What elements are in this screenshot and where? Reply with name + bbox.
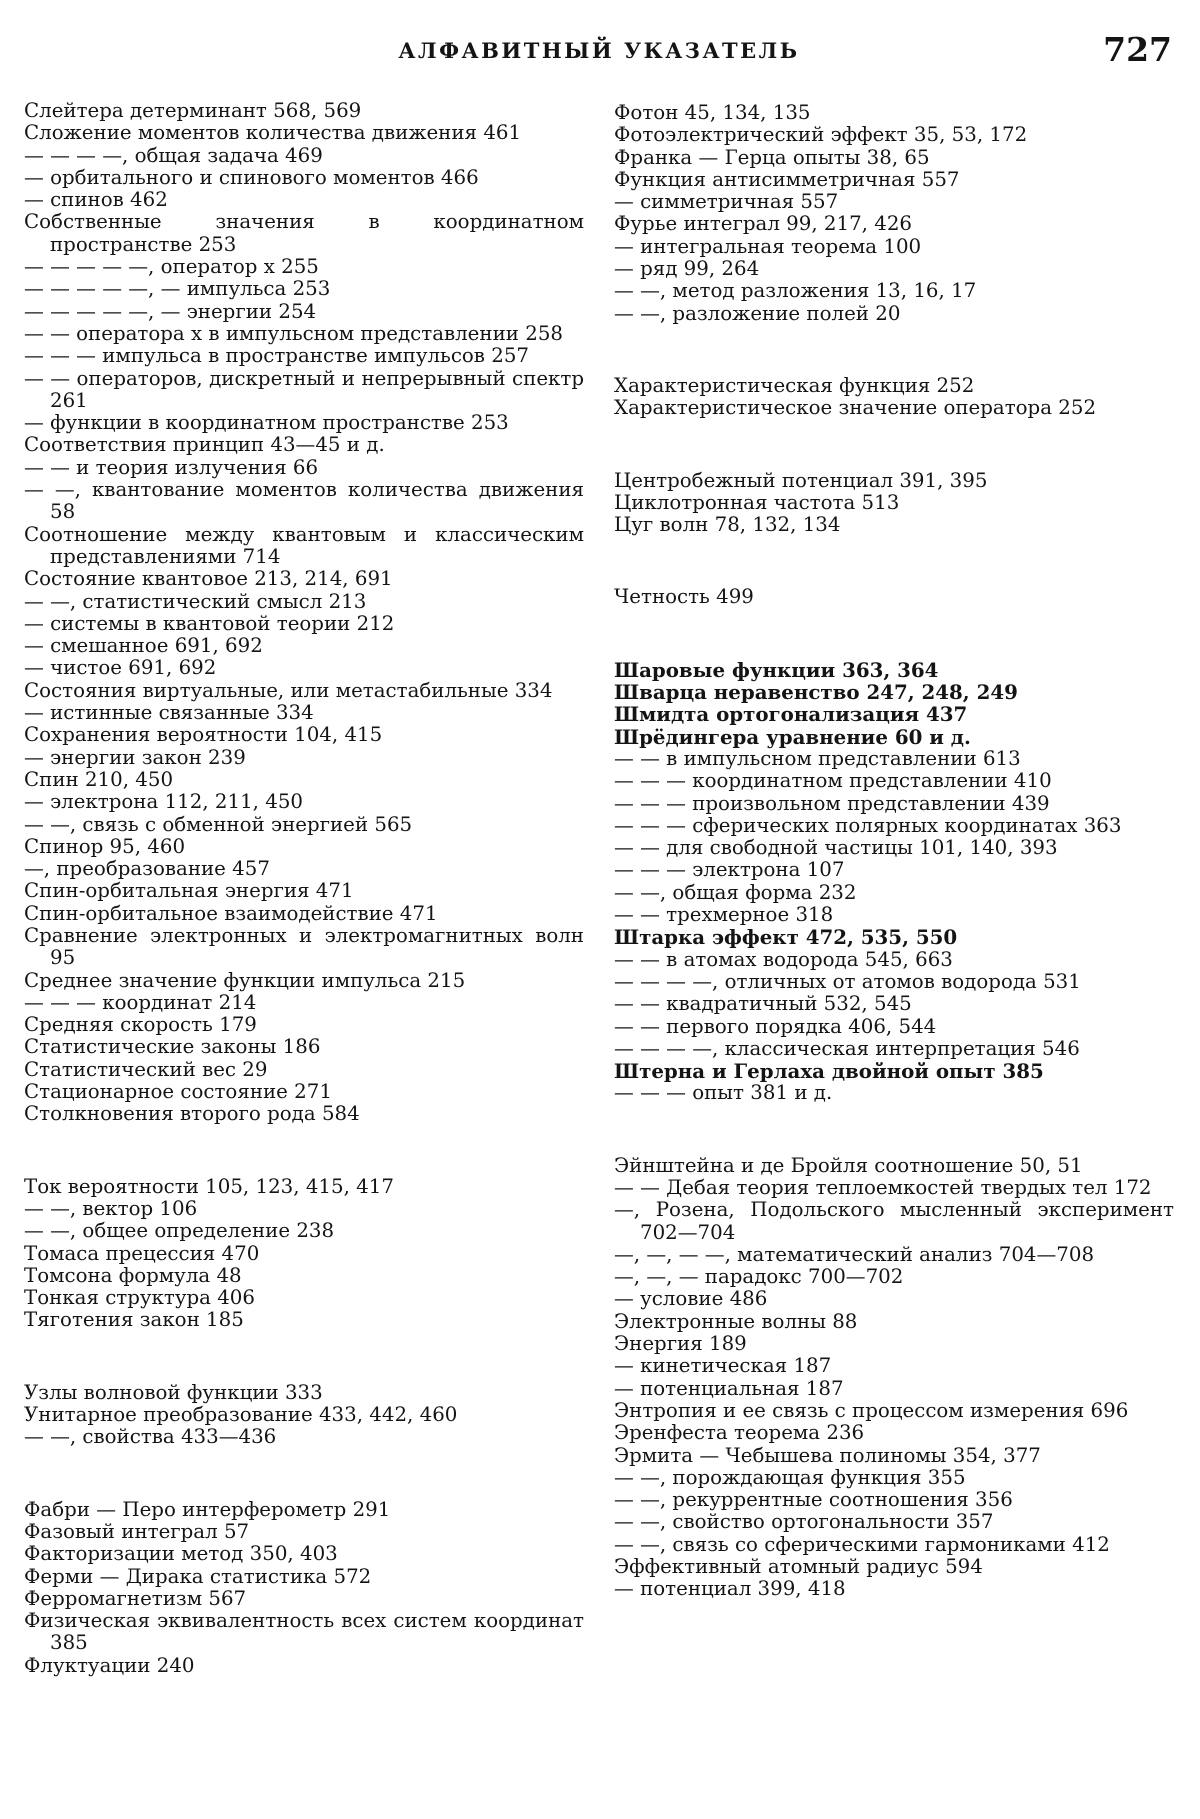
index-entry: — — в импульсном представлении 613 bbox=[614, 746, 1021, 770]
index-entry: Статистические законы 186 bbox=[24, 1035, 321, 1059]
index-entry: — — — —, отличных от атомов водорода 531 bbox=[614, 969, 1081, 993]
index-entry: Шмидта ортогонализация 437 bbox=[614, 702, 968, 727]
index-entry: Шрёдингера уравнение 60 и д. bbox=[614, 724, 971, 749]
index-entry: — — — электрона 107 bbox=[614, 858, 845, 882]
index-entry: Штерна и Герлаха двойной опыт 385 bbox=[614, 1059, 1044, 1084]
index-entry: Сложение моментов количества движения 461 bbox=[24, 121, 522, 145]
index-entry: — — в атомах водорода 545, 663 bbox=[614, 947, 953, 971]
index-entry: — симметричная 557 bbox=[614, 190, 839, 214]
index-entry: — — — координат 214 bbox=[24, 990, 257, 1014]
index-entry: — — — импульса в пространстве импульсов 257 bbox=[24, 344, 529, 368]
index-entry: Ферми — Дирака статистика 572 bbox=[24, 1564, 372, 1588]
index-entry: — орбитального и спинового моментов 466 bbox=[24, 165, 479, 189]
index-entry: — электрона 112, 211, 450 bbox=[24, 790, 303, 814]
index-entry: Эренфеста теорема 236 bbox=[614, 1421, 865, 1445]
index-entry: — ряд 99, 264 bbox=[614, 257, 760, 281]
index-entry: —, —, — парадокс 700—702 bbox=[614, 1265, 904, 1289]
index-entry: Цуг волн 78, 132, 134 bbox=[614, 513, 841, 537]
page-header bbox=[24, 30, 1174, 100]
index-entry: — — первого порядка 406, 544 bbox=[614, 1014, 937, 1038]
index-entry: Среднее значение функции импульса 215 bbox=[24, 968, 466, 992]
index-entry: — —, связь с обменной энергией 565 bbox=[24, 812, 413, 836]
index-entry: Столкновения второго рода 584 bbox=[24, 1102, 360, 1126]
index-entry: Слейтера детерминант 568, 569 bbox=[24, 99, 362, 122]
index-entry: — условие 486 bbox=[614, 1287, 768, 1311]
index-entry: Томсона формула 48 bbox=[24, 1263, 242, 1287]
index-group-f-cont bbox=[614, 102, 1174, 325]
index-entry: Сохранения вероятности 104, 415 bbox=[24, 723, 383, 747]
index-group-ch bbox=[614, 586, 1174, 608]
index-entry: — кинетическая 187 bbox=[614, 1354, 832, 1378]
index-group-t bbox=[24, 1176, 584, 1332]
index-entry: — — — —, общая задача 469 bbox=[24, 143, 323, 167]
index-entry: Франка — Герца опыты 38, 65 bbox=[614, 145, 930, 169]
index-entry: — потенциальная 187 bbox=[614, 1376, 844, 1400]
index-entry: — потенциал 399, 418 bbox=[614, 1577, 846, 1601]
page-number: 727 bbox=[1103, 30, 1172, 69]
index-entry: — — Дебая теория теплоемкостей твердых тел 172 bbox=[614, 1175, 1152, 1199]
index-entry: Статистический вес 29 bbox=[24, 1057, 268, 1081]
index-group-ts bbox=[614, 470, 1174, 537]
index-entry: Унитарное преобразование 433, 442, 460 bbox=[24, 1403, 458, 1427]
index-entry: Шварца неравенство 247, 248, 249 bbox=[614, 680, 1018, 705]
index-entry: — — — сферических полярных координатах 363 bbox=[614, 813, 1122, 837]
index-entry: — —, вектор 106 bbox=[24, 1196, 198, 1220]
index-entry: Штарка эффект 472, 535, 550 bbox=[614, 925, 958, 950]
index-entry: — функции в координатном пространстве 253 bbox=[24, 411, 509, 435]
index-entry: — — — произвольном представлении 439 bbox=[614, 791, 1050, 815]
index-entry: Функция антисимметричная 557 bbox=[614, 167, 960, 191]
index-entry: — — — опыт 381 и д. bbox=[614, 1081, 833, 1105]
index-entry: — — — — —, — импульса 253 bbox=[24, 277, 331, 301]
index-entry: Фабри — Перо интерферометр 291 bbox=[24, 1497, 391, 1521]
index-entry: — —, связь со сферическими гармониками 412 bbox=[614, 1532, 1110, 1556]
index-entry: Спин-орбитальное взаимодействие 471 bbox=[24, 901, 438, 925]
index-entry: — — — координатном представлении 410 bbox=[614, 769, 1052, 793]
index-entry: — чистое 691, 692 bbox=[24, 656, 217, 680]
index-entry: Электронные волны 88 bbox=[614, 1309, 858, 1333]
index-entry: Тяготения закон 185 bbox=[24, 1308, 244, 1332]
index-entry: — —, квантование моментов количества движения 58 bbox=[24, 478, 584, 524]
index-entry: Состояние квантовое 213, 214, 691 bbox=[24, 567, 393, 591]
index-entry: Спинор 95, 460 bbox=[24, 834, 186, 858]
index-entry: Циклотронная частота 513 bbox=[614, 490, 900, 514]
index-entry: Томаса прецессия 470 bbox=[24, 1241, 260, 1265]
index-entry: Спин-орбитальная энергия 471 bbox=[24, 879, 354, 903]
index-entry: — энергии закон 239 bbox=[24, 745, 246, 769]
index-entry: Фурье интеграл 99, 217, 426 bbox=[614, 212, 913, 236]
index-group-f bbox=[24, 1499, 584, 1677]
index-entry: Энтропия и ее связь с процессом измерения 696 bbox=[614, 1398, 1129, 1422]
index-entry: Флуктуации 240 bbox=[24, 1653, 195, 1677]
index-entry: Характеристическое значение оператора 252 bbox=[614, 396, 1097, 420]
index-entry: Ферромагнетизм 567 bbox=[24, 1586, 247, 1610]
right-column bbox=[614, 100, 1174, 1677]
index-entry: — —, свойства 433—436 bbox=[24, 1425, 277, 1449]
index-entry: Стационарное состояние 271 bbox=[24, 1080, 332, 1104]
index-entry: —, —, — —, математический анализ 704—708 bbox=[614, 1242, 1095, 1266]
index-entry: — —, общее определение 238 bbox=[24, 1219, 335, 1243]
index-entry: — — квадратичный 532, 545 bbox=[614, 992, 912, 1016]
index-group-e bbox=[614, 1155, 1174, 1601]
index-entry: — интегральная теорема 100 bbox=[614, 234, 922, 258]
index-entry: — — трехмерное 318 bbox=[614, 903, 834, 927]
index-entry: Шаровые функции 363, 364 bbox=[614, 657, 939, 682]
index-entry: Фазовый интеграл 57 bbox=[24, 1519, 250, 1543]
index-entry: Ток вероятности 105, 123, 415, 417 bbox=[24, 1174, 394, 1198]
index-entry: — — — — —, — энергии 254 bbox=[24, 299, 317, 323]
index-entry: Фотоэлектрический эффект 35, 53, 172 bbox=[614, 123, 1028, 147]
index-entry: — —, порождающая функция 355 bbox=[614, 1465, 966, 1489]
index-entry: — спинов 462 bbox=[24, 188, 168, 212]
index-entry: Эрмита — Чебышева полиномы 354, 377 bbox=[614, 1443, 1041, 1467]
index-entry: Спин 210, 450 bbox=[24, 767, 174, 791]
index-entry: Тонкая структура 406 bbox=[24, 1286, 255, 1310]
index-entry: — — операторов, дискретный и непрерывный спектр 261 bbox=[24, 366, 584, 412]
index-entry: — истинные связанные 334 bbox=[24, 701, 314, 725]
index-entry: —, преобразование 457 bbox=[24, 857, 270, 881]
index-entry: Средняя скорость 179 bbox=[24, 1013, 257, 1037]
running-title: АЛФАВИТНЫЙ УКАЗАТЕЛЬ bbox=[398, 38, 800, 63]
index-entry: — — — — —, оператор x 255 bbox=[24, 255, 319, 279]
index-entry: Соотношение между квантовым и классическим представлениями 714 bbox=[24, 522, 584, 568]
index-entry: — —, общая форма 232 bbox=[614, 880, 857, 904]
index-entry: Соответствия принцип 43—45 и д. bbox=[24, 433, 385, 457]
index-entry: Эйнштейна и де Бройля соотношение 50, 51 bbox=[614, 1153, 1083, 1177]
index-entry: Факторизации метод 350, 403 bbox=[24, 1542, 338, 1566]
index-entry: — — для свободной частицы 101, 140, 393 bbox=[614, 836, 1058, 860]
left-column bbox=[24, 100, 584, 1677]
index-entry: — — оператора x в импульсном представлении 258 bbox=[24, 321, 563, 345]
index-entry: Центробежный потенциал 391, 395 bbox=[614, 468, 988, 492]
index-entry: Характеристическая функция 252 bbox=[614, 373, 975, 397]
index-entry: — системы в квантовой теории 212 bbox=[24, 611, 395, 635]
index-entry: — — и теория излучения 66 bbox=[24, 455, 319, 479]
index-group-s bbox=[24, 100, 584, 1126]
index-entry: Эффективный атомный радиус 594 bbox=[614, 1555, 983, 1579]
index-entry: — —, рекуррентные соотношения 356 bbox=[614, 1488, 1013, 1512]
index-group-u bbox=[24, 1382, 584, 1449]
index-group-sh bbox=[614, 659, 1174, 1105]
index-entry: —, Розена, Подольского мысленный эксперимент 702—704 bbox=[614, 1198, 1174, 1244]
index-entry: — —, свойство ортогональности 357 bbox=[614, 1510, 994, 1534]
index-entry: Фотон 45, 134, 135 bbox=[614, 101, 811, 124]
index-entry: — —, метод разложения 13, 16, 17 bbox=[614, 279, 977, 303]
index-entry: Собственные значения в координатном пространстве 253 bbox=[24, 210, 584, 256]
index-entry: Четность 499 bbox=[614, 585, 754, 609]
index-group-h bbox=[614, 375, 1174, 420]
index-entry: — —, разложение полей 20 bbox=[614, 301, 901, 325]
index-entry: Состояния виртуальные, или метастабильные 334 bbox=[24, 678, 553, 702]
index-entry: Физическая эквивалентность всех систем координат 385 bbox=[24, 1609, 584, 1655]
index-entry: — — — —, классическая интерпретация 546 bbox=[614, 1036, 1080, 1060]
index-entry: — смешанное 691, 692 bbox=[24, 634, 263, 658]
index-entry: — —, статистический смысл 213 bbox=[24, 589, 367, 613]
index-entry: Энергия 189 bbox=[614, 1332, 747, 1356]
index-entry: Сравнение электронных и электромагнитных волн 95 bbox=[24, 923, 584, 970]
index-entry: Узлы волновой функции 333 bbox=[24, 1380, 323, 1404]
index-columns bbox=[24, 100, 1174, 1677]
